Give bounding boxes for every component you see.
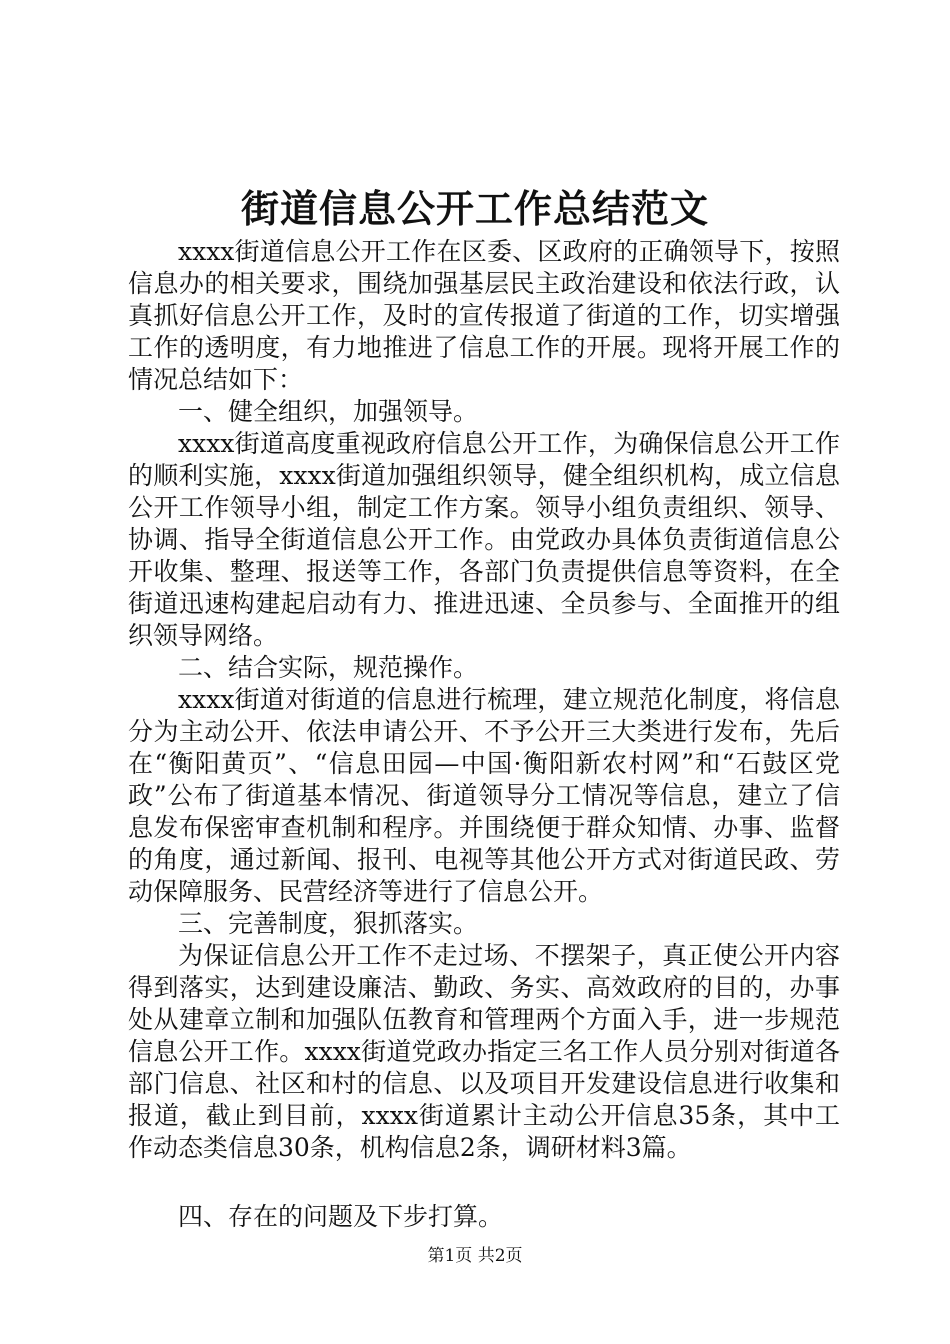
paragraph-spacer — [128, 1164, 840, 1201]
section-heading-3: 三、完善制度，狠抓落实。 — [178, 909, 479, 938]
document-body — [128, 236, 840, 1233]
intro-paragraph: xxxx街道信息公开工作在区委、区政府的正确领导下，按照信息办的相关要求，围绕加强基层民主政治建设和依法行政，认真抓好信息公开工作，及时的宣传报道了街道的工作，切实增强工作的透明度，有力地推进了信息工作的开展。现将开展工作的情况总结如下： — [128, 237, 840, 394]
section-heading-2: 二、结合实际，规范操作。 — [178, 653, 479, 682]
document-title: 街道信息公开工作总结范文 — [240, 186, 709, 231]
section-paragraph-3: 为保证信息公开工作不走过场、不摆架子，真正使公开内容得到落实，达到建设廉洁、勤政、务实、高效政府的目的，办事处从建章立制和加强队伍教育和管理两个方面入手，进一步规范信息公开工作。xxxx街道党政办指定三名工作人员分别对街道各部门信息、社区和村的信息、以及项目开发建设信息进行收集和报道，截止到目前，xxxx街道累计主动公开信息35条，其中工作动态类信息30条，机构信息2条，调研材料3篇。 — [128, 941, 840, 1162]
section-heading-1: 一、健全组织，加强领导。 — [178, 397, 479, 426]
section-paragraph-2: xxxx街道对街道的信息进行梳理，建立规范化制度，将信息分为主动公开、依法申请公开、不予公开三大类进行发布，先后在“衡阳黄页”、“信息田园—中国·衡阳新农村网”和“石鼓区党政”公布了街道基本情况、街道领导分工情况等信息，建立了信息发布保密审查机制和程序。并围绕便于群众知情、办事、监督的角度，通过新闻、报刊、电视等其他公开方式对街道民政、劳动保障服务、民营经济等进行了信息公开。 — [128, 685, 840, 906]
section-paragraph-1: xxxx街道高度重视政府信息公开工作，为确保信息公开工作的顺利实施，xxxx街道加强组织领导，健全组织机构，成立信息公开工作领导小组，制定工作方案。领导小组负责组织、领导、协调、指导全街道信息公开工作。由党政办具体负责街道信息公开收集、整理、报送等工作，各部门负责提供信息等资料，在全街道迅速构建起启动有力、推进迅速、全员参与、全面推开的组织领导网络。 — [128, 429, 840, 650]
page-number-footer: 第1页 共2页 — [427, 1246, 523, 1266]
section-heading-4: 四、存在的问题及下步打算。 — [178, 1202, 504, 1231]
